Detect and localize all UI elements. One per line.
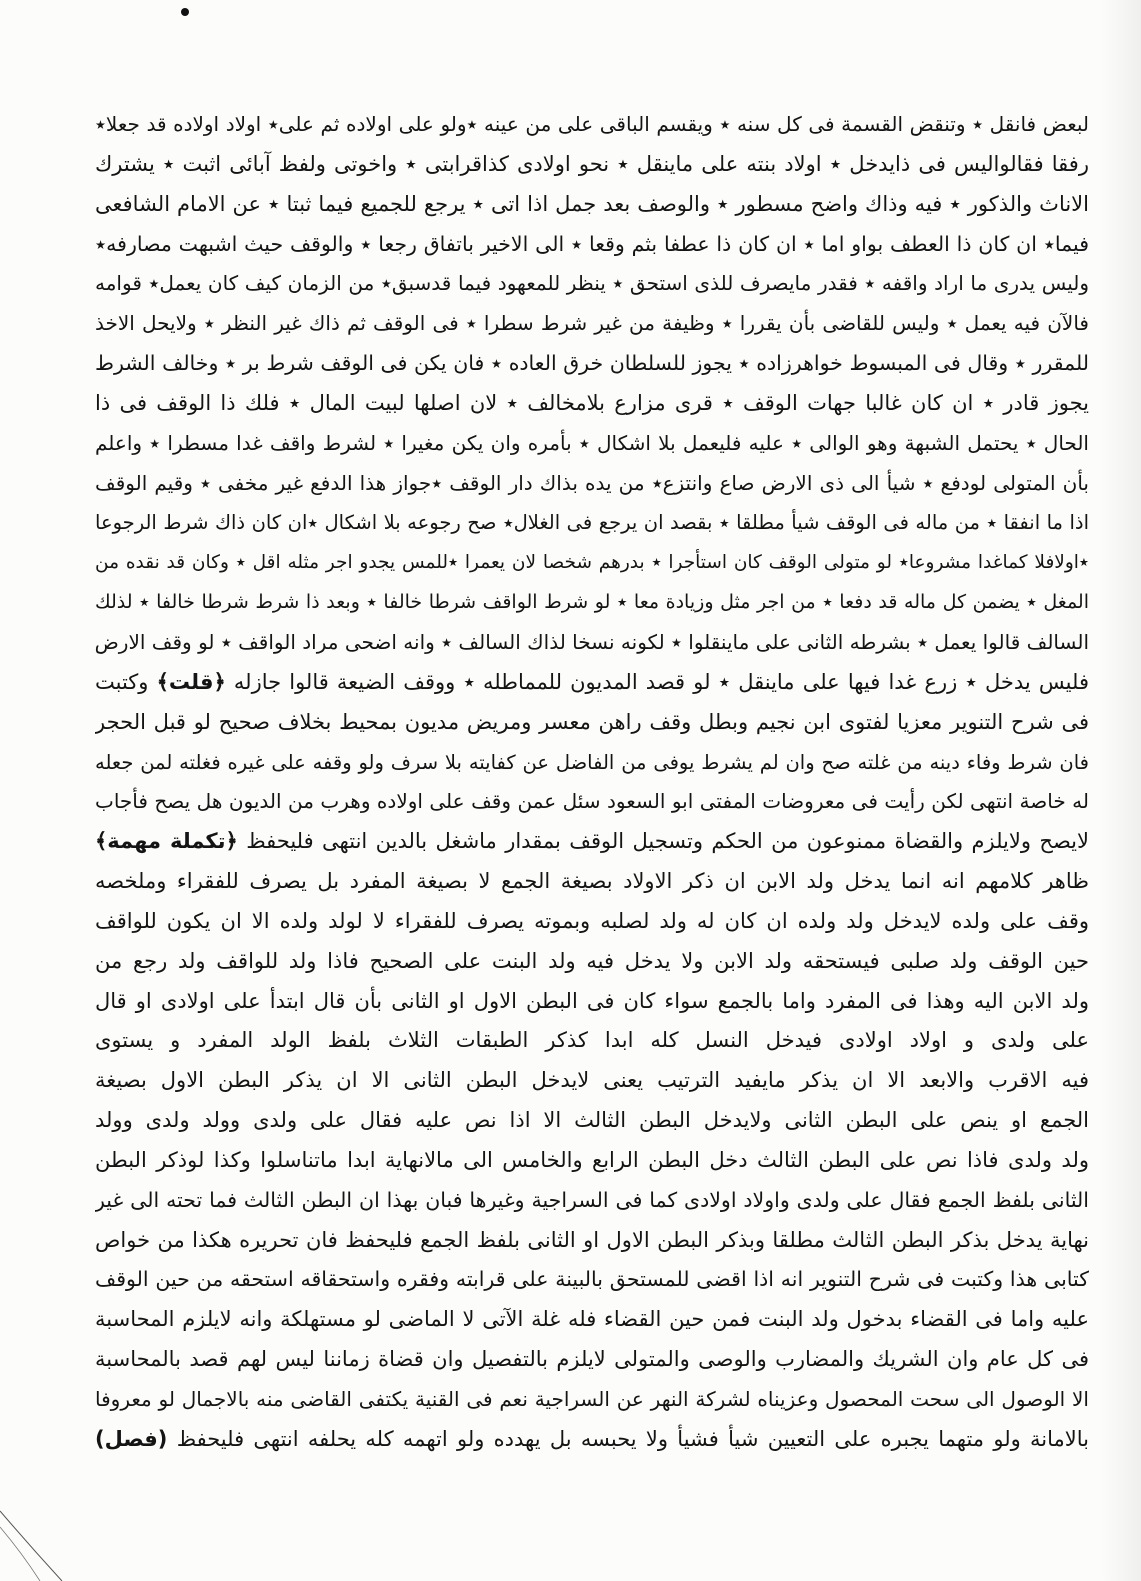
line-text: له خاصة انتهى لكن رأيت فى معروضات المفتى ابو السعود سئل عمن وقف على اولاده وهرب من الديون هل يصح فأجاب	[95, 789, 1089, 814]
text-line	[95, 822, 1089, 862]
text-line	[95, 902, 1089, 942]
line-text: وقف على ولده لايدخل ولد ولده ان كان له ولد لصلبه وبموته يصرف للفقراء لا لولد ولده الا ان يكون للواقف	[95, 908, 1089, 933]
section-marker-takmila: ﴿تكملة مهمة﴾	[95, 829, 238, 854]
line-text: عليه واما فى القضاء بدخول ولد البنت فمن حين القضاء فله غلة الآتى لا الماضى لو مستهلكة وانه لايلزم المحاسبة	[95, 1307, 1089, 1332]
line-text: فى كل عام وان الشريك والمضارب والوصى والمتولى لايلزم بالتفصيل وان قضاة زماننا ليس لهم قصد بالمحاسبة	[95, 1347, 1089, 1372]
line-text: كتابى هذا وكتبت فى شرح التنوير انه اذا اقضى للمستحق بالبينة على قرابته وفقره واستحقاقه استحقه من حين الوقف	[95, 1267, 1089, 1292]
text-line	[95, 1181, 1089, 1221]
text-line	[95, 145, 1089, 185]
line-text: فى شرح التنوير معزيا لفتوى ابن نجيم وبطل وقف راهن معسر ومريض مديون بمحيط بخلاف صحيح لو قبل الحجر	[95, 709, 1089, 734]
text-line	[95, 703, 1089, 743]
line-text: الا الوصول الى سحت المحصول وعزيناه لشركة النهر عن السراجية نعم فى القنية يكتفى القاضى منه بالاجمال لو معروفا	[95, 1387, 1089, 1411]
line-text: الحال ٭ يحتمل الشبهة وهو الوالى ٭ عليه فليعمل بلا اشكال ٭ بأمره وان يكن مغيرا ٭ لشرط واقف غدا مسطرا ٭ واعلم	[95, 430, 1089, 455]
text-line	[95, 543, 1089, 583]
line-text: المغل ٭ يضمن كل ماله قد دفعا ٭ من اجر مثل وزيادة معا ٭ لو شرط الواقف شرطا خالفا ٭ وبعد ذا شرط شرطا خالفا ٭ لذلك	[95, 591, 1089, 614]
line-text: لايصح ولايلزم والقضاة ممنوعون من الحكم وتسجيل الوقف بمقدار ماشغل بالدين انتهى فليحفظ	[246, 829, 1089, 854]
page-edge-shadow	[1101, 0, 1141, 1581]
text-line	[95, 1061, 1089, 1101]
text-line	[95, 1141, 1089, 1181]
line-text: للمقرر ٭ وقال فى المبسوط خواهرزاده ٭ يجوز للسلطان خرق العاده ٭ فان يكن فى الوقف شرط بر ٭ وخالف الشرط	[95, 351, 1089, 376]
text-line	[95, 663, 1089, 703]
text-line	[95, 1420, 1089, 1460]
line-text: يجوز قادر ٭ ان كان غالبا جهات الوقف ٭ قرى مزارع بلامخالف ٭ لان اصلها لبيت المال ٭ فلك ذا الوقف فى ذا	[95, 390, 1089, 415]
text-line	[95, 185, 1089, 225]
line-text: على ولدى و اولاد اولادى فيدخل النسل كله ابدا كذكر الطبقات الثلاث بلفظ الولد المفرد و يستوى	[95, 1028, 1089, 1053]
text-line	[95, 344, 1089, 384]
line-text: فان شرط وفاء دينه من غلته صح وان لم يشرط يوفى من الفاضل عن كفايته بلا سرف ولو وقفه على غيره فغلته لمن جعله	[95, 750, 1089, 774]
text-line	[95, 1340, 1089, 1380]
section-marker-qultu: ﴿قلت﴾	[156, 669, 226, 694]
text-line	[95, 1021, 1089, 1061]
line-text: فيما٭ ان كان ذا العطف بواو اما ٭ ان كان ذا عطفا بثم وقعا ٭ الى الاخير باتفاق رجعا ٭ والوقف حيث اشبهت مصارفه٭	[95, 231, 1089, 256]
text-line	[95, 225, 1089, 265]
text-line	[95, 424, 1089, 464]
text-line	[95, 782, 1089, 822]
line-text: السالف قالوا يعمل ٭ بشرطه الثانى على ماينقلوا ٭ لكونه نسخا لذاك السالف ٭ وانه اضحى مراد الواقف ٭ لو وقف الارض	[95, 629, 1089, 654]
line-text: الجمع او ينص على البطن الثانى ولايدخل البطن الثالث الا اذا نص عليه فقال على ولدى وولد ولدى وولد	[95, 1108, 1089, 1133]
line-text: رفقا فقالواليس فى ذايدخل ٭ اولاد بنته على ماينقل ٭ نحو اولادى كذاقرابتى ٭ واخوتى ولفظ آبائى اثبت ٭ يشترك	[95, 151, 1089, 176]
line-text: الاناث والذكور ٭ فيه وذاك واضح مسطور ٭ والوصف بعد جمل اذا اتى ٭ يرجع للجميع فيما ثبتا ٭ عن الامام الشافعى	[95, 191, 1089, 216]
text-line	[95, 105, 1089, 145]
text-line	[95, 982, 1089, 1022]
text-line	[95, 1221, 1089, 1261]
text-line	[95, 304, 1089, 344]
text-line	[95, 583, 1089, 623]
line-text: ظاهر كلامهم انه انما يدخل ولد الابن ان ذكر الاولاد بصيغة الجمع لا بصيغة المفرد بل يصرف للفقراء وملخصه	[95, 869, 1089, 894]
line-text: لبعض فانقل ٭ وتنقض القسمة فى كل سنه ٭ ويقسم الباقى على من عينه ٭ولو على اولاده ثم على٭ اولاد اولاده قد جعلا٭	[95, 112, 1089, 136]
line-text: فالآن فيه يعمل ٭ وليس للقاضى بأن يقررا ٭ وظيفة من غير شرط سطرا ٭ فى الوقف ثم ذاك غير النظر ٭ ولايحل الاخذ	[95, 311, 1089, 336]
line-text: نهاية يدخل بذكر البطن الثالث مطلقا وبذكر البطن الاول او الثانى بلفظ الجمع فليحفظ فان تحريره هكذا من خواص	[95, 1227, 1089, 1252]
text-line	[95, 503, 1089, 543]
text-line	[95, 623, 1089, 663]
text-line	[95, 743, 1089, 783]
line-tail: وكتبت	[95, 669, 149, 694]
text-line	[95, 1260, 1089, 1300]
line-text: فليس يدخل ٭ زرع غدا فيها على ماينقل ٭ لو قصد المديون للمماطله ٭ ووقف الضيعة قالوا جازله	[233, 669, 1089, 694]
line-text: وليس يدرى ما اراد واقفه ٭ فقدر مايصرف للذى استحق ٭ ينظر للمعهود فيما قدسبق٭ من الزمان كيف كان يعمل٭ قوامه	[95, 271, 1089, 296]
ink-blot	[181, 8, 189, 16]
line-text: فيه الاقرب والابعد الا ان يذكر مايفيد الترتيب يعنى لايدخل البطن الثانى الا ان يذكر البطن الاول بصيغة	[95, 1068, 1089, 1093]
page-text-block	[95, 105, 1089, 1460]
text-line	[95, 1380, 1089, 1420]
text-line	[95, 464, 1089, 504]
text-line	[95, 1300, 1089, 1340]
line-text: الثانى بلفظ الجمع فقال على ولدى واولاد اولادى كما فى السراجية وغيرها فبان بهذا ان البطن الثالث فما تحته الى غير	[95, 1187, 1089, 1212]
text-line	[95, 264, 1089, 304]
line-text: اذا ما انفقا ٭ من ماله فى الوقف شيأ مطلقا ٭ بقصد ان يرجع فى الغلال٭ صح رجوعه بلا اشكال ٭ان كان ذاك شرط الرجوعا	[95, 511, 1089, 535]
section-marker-fasl: (فصل)	[95, 1426, 168, 1451]
line-text: بالامانة ولو متهما يجبره على التعيين شيأ فشيأ ولا يحبسه بل يهدده ولو اتهمه كله يحلفه انتهى فليحفظ	[176, 1426, 1089, 1451]
line-text: ولد الابن اليه وهذا فى المفرد واما بالجمع سواء كان فى البطن الاول او الثانى بأن قال ابتدأ على اولادى او قال	[95, 988, 1089, 1013]
page-corner-fold	[0, 1491, 120, 1581]
text-line	[95, 862, 1089, 902]
text-line	[95, 384, 1089, 424]
line-text: بأن المتولى لودفع ٭ شيأ الى ذى الارض صاع وانتزع٭ من يده بذاك دار الوقف ٭جواز هذا الدفع غير مخفى ٭ وقيم الوقف	[95, 470, 1089, 495]
line-text: ولد ولدى فاذا نص على البطن الثالث دخل البطن الرابع والخامس الى مالانهاية ابدا ماتناسلوا وكذا لوذكر البطن	[95, 1147, 1089, 1172]
line-text: حين الوقف ولد صلبى فيستحقه ولد الابن ولا يدخل فيه ولد البنت على الصحيح فاذا ولد للواقف ولد رجع من	[95, 948, 1089, 973]
text-line	[95, 1101, 1089, 1141]
text-line	[95, 942, 1089, 982]
line-text: ٭اولافلا كماغدا مشروعا٭ لو متولى الوقف كان استأجرا ٭ بدرهم شخصا لان يعمرا ٭للمس يجدو اجر مثله اقل ٭ وكان قد نقده من	[95, 552, 1089, 574]
